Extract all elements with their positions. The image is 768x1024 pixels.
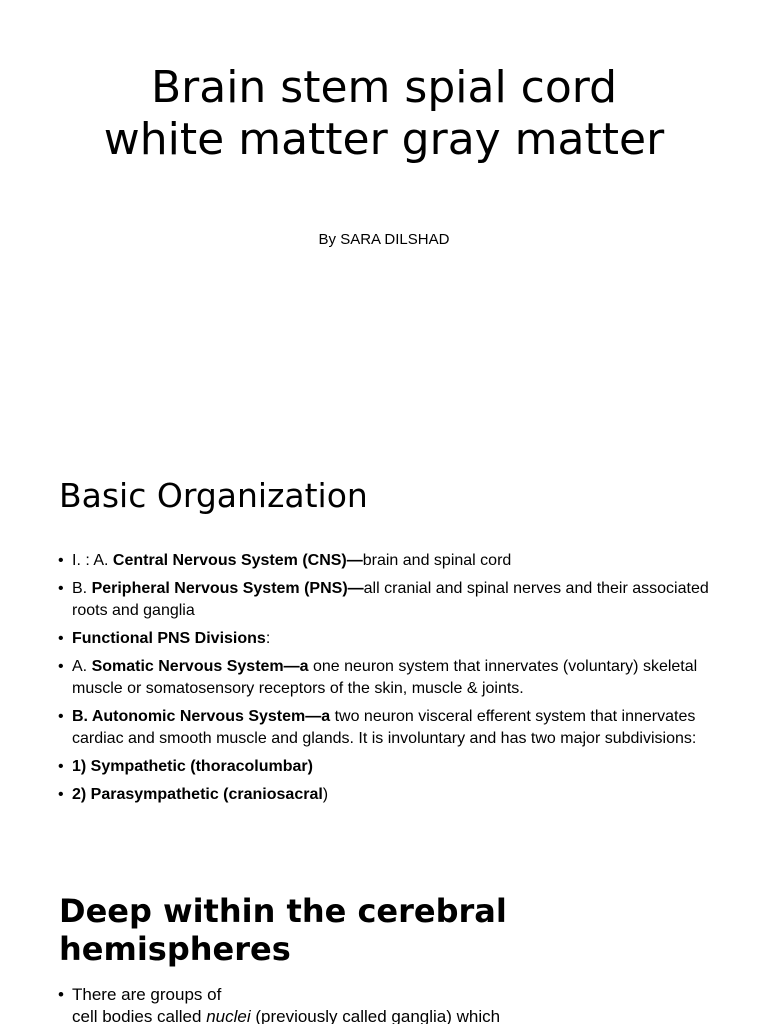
item-text-line2-end: (previously called ganglia) which: [250, 1007, 501, 1024]
bullet-icon: •: [58, 708, 64, 725]
list-item: [58, 628, 718, 650]
item-term-italic: nuclei: [206, 1007, 251, 1024]
list-item: [58, 756, 718, 778]
item-term: Central Nervous System (CNS)—: [112, 552, 363, 569]
list-item: [58, 578, 718, 622]
item-term: Peripheral Nervous System (PNS)—: [91, 580, 364, 597]
item-term: Somatic Nervous System—a: [91, 658, 309, 675]
list-item: [58, 706, 718, 750]
bullet-icon: •: [58, 985, 64, 1004]
list-item: [58, 984, 718, 1024]
list-item: [58, 550, 718, 572]
item-term: 2) Parasympathetic (craniosacral: [72, 786, 323, 803]
item-text: all cranial and spinal nerves and their associated roots and ganglia: [72, 580, 709, 619]
bullet-icon: •: [58, 580, 64, 597]
item-prefix: I. : A.: [72, 552, 113, 569]
bullet-icon: •: [58, 630, 64, 647]
item-text: brain and spinal cord: [362, 552, 512, 569]
cerebral-hemispheres-slide: [0, 860, 768, 1024]
presentation-title: Brain stem spial cord white matter gray matter: [103, 62, 665, 165]
bullet-icon: •: [58, 658, 64, 675]
slide-heading: Basic Organization: [59, 476, 368, 515]
slide-heading: Deep within the cerebral hemispheres: [59, 892, 507, 968]
item-text: one neuron system that innervates (voluntary) skeletal muscle or somatosensory receptors of the skin, muscle & joints.: [72, 658, 698, 697]
bullet-list: [58, 550, 718, 812]
title-slide: [0, 0, 768, 420]
item-prefix: A.: [72, 658, 92, 675]
item-text-line1: There are groups of: [72, 985, 222, 1004]
list-item: [58, 656, 718, 700]
item-text: :: [265, 630, 271, 647]
item-text: two neuron visceral efferent system that innervates cardiac and smooth muscle and glands. It is involuntary and has two major subdivisions:: [72, 708, 697, 747]
item-prefix: B.: [72, 580, 92, 597]
bullet-list: [58, 984, 718, 1024]
item-text: ): [322, 786, 329, 803]
bullet-icon: •: [58, 758, 64, 775]
item-term: 1) Sympathetic (thoracolumbar): [72, 758, 313, 775]
list-item: [58, 784, 718, 806]
bullet-icon: •: [58, 552, 64, 569]
author-subtitle: By SARA DILSHAD: [318, 231, 450, 248]
basic-organization-slide: [0, 430, 768, 850]
item-term: Functional PNS Divisions: [72, 630, 266, 647]
item-term: B. Autonomic Nervous System—a: [72, 708, 331, 725]
bullet-icon: •: [58, 786, 64, 803]
item-text-line2: cell bodies called: [72, 1007, 207, 1024]
